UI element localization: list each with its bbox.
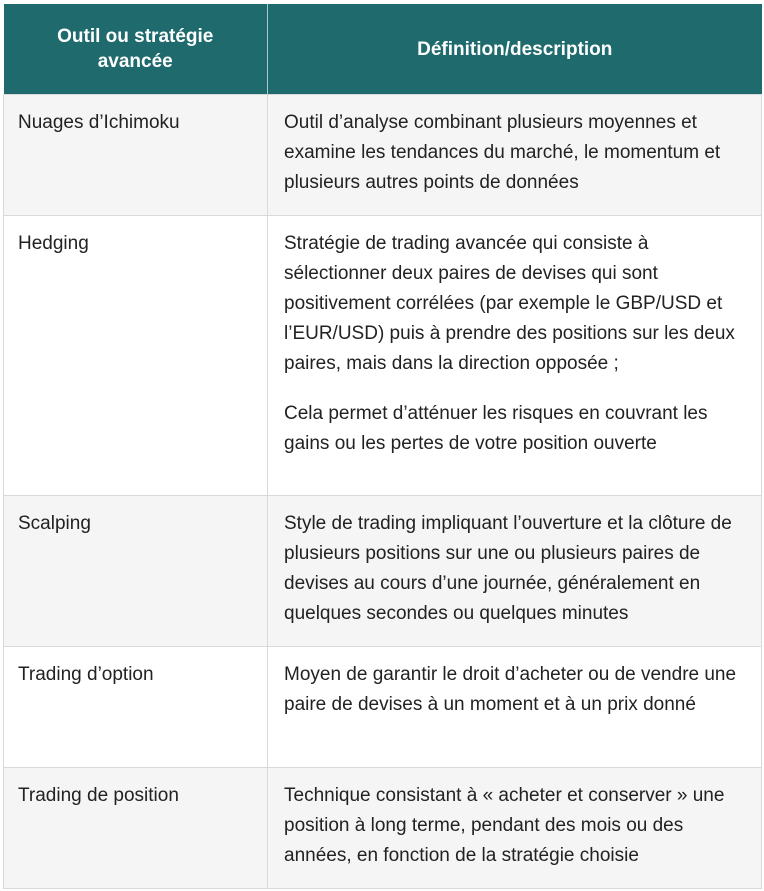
description-cell	[268, 95, 762, 216]
description-text: Stratégie de trading avancée qui consiste à sélectionner deux paires de devises qui sont positivement corrélées (par exemple le GBP/USD et l’EUR/USD) puis à prendre des positions sur les deux paires, mais dans la direction opposée ;	[284, 233, 735, 374]
table-row	[4, 216, 762, 496]
column-header-tool: Outil ou stratégie avancée	[4, 4, 268, 95]
description-text: Cela permet d’atténuer les risques en couvrant les gains ou les pertes de votre position ouverte	[284, 403, 708, 454]
table-row	[4, 95, 762, 216]
term-cell: Hedging	[4, 216, 268, 496]
table-row	[4, 768, 762, 889]
strategy-table	[3, 4, 762, 889]
table-row	[4, 496, 762, 647]
table-header	[4, 4, 762, 95]
term-cell: Trading d’option	[4, 647, 268, 768]
column-header-definition: Définition/description	[268, 4, 762, 95]
description-text: Outil d’analyse combinant plusieurs moyennes et examine les tendances du marché, le momentum et plusieurs autres points de données	[284, 112, 721, 193]
term-cell: Trading de position	[4, 768, 268, 889]
description-cell	[268, 647, 762, 768]
description-cell	[268, 768, 762, 889]
description-text: Technique consistant à « acheter et conserver » une position à long terme, pendant des mois ou des années, en fonction de la stratégie choisie	[284, 785, 725, 866]
description-cell	[268, 496, 762, 647]
table-row	[4, 647, 762, 768]
description-cell	[268, 216, 762, 496]
description-text: Moyen de garantir le droit d’acheter ou de vendre une paire de devises à un moment et à un prix donné	[284, 664, 737, 715]
description-text: Style de trading impliquant l’ouverture et la clôture de plusieurs positions sur une ou plusieurs paires de devises au cours d’une journée, généralement en quelques secondes ou quelques minutes	[284, 513, 732, 624]
term-cell: Nuages d’Ichimoku	[4, 95, 268, 216]
term-cell: Scalping	[4, 496, 268, 647]
